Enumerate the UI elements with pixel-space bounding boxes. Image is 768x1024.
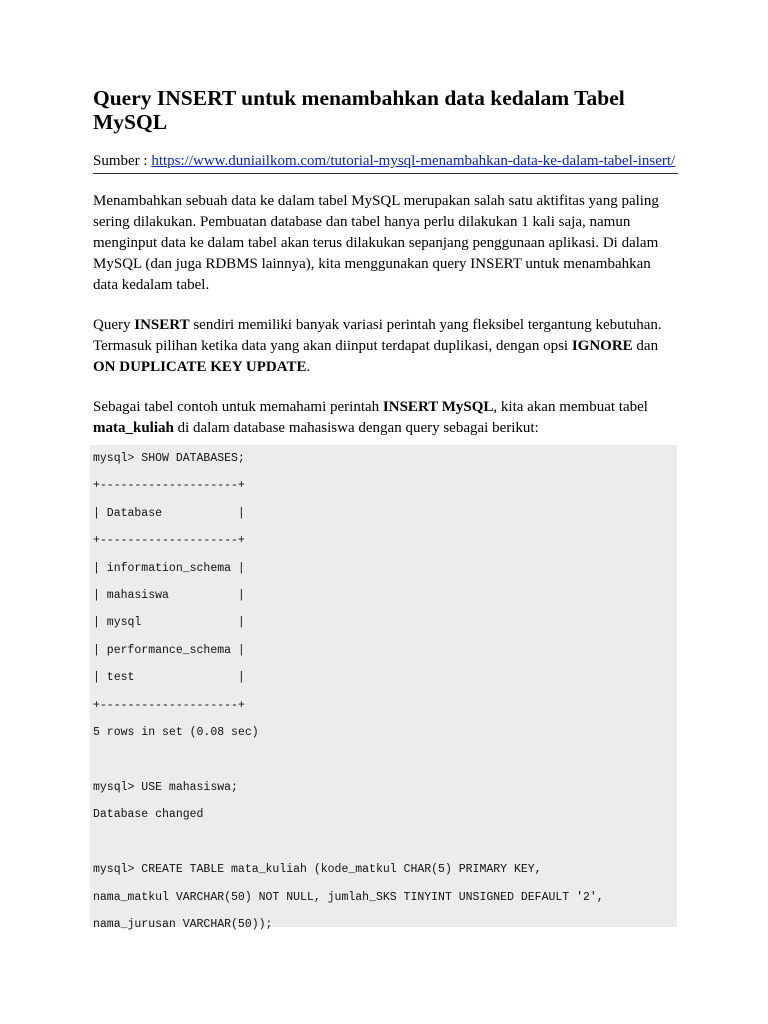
code-line: | mahasiswa | <box>93 589 245 603</box>
p3-text-3: di dalam database mahasiswa dengan query sebagai berikut: <box>173 420 539 436</box>
example-table-paragraph <box>93 397 678 439</box>
p2-text-1: Query <box>93 317 135 333</box>
insert-variants-paragraph <box>93 315 678 378</box>
code-line: +--------------------+ <box>93 534 245 548</box>
p2-bold-insert: INSERT <box>134 317 190 333</box>
code-line: | performance_schema | <box>93 643 245 657</box>
code-line: | Database | <box>93 506 245 520</box>
p3-text-2: , kita akan membuat tabel <box>493 399 648 415</box>
code-line: | mysql | <box>93 616 245 630</box>
page-title: Query INSERT untuk menambahkan data kedalam Tabel MySQL <box>93 86 625 134</box>
source-label: Sumber : <box>93 153 152 169</box>
code-line: Database changed <box>93 808 204 822</box>
code-content <box>90 445 677 938</box>
p2-bold-ignore: IGNORE <box>571 338 633 354</box>
p2-text-4: . <box>306 359 311 375</box>
code-line: mysql> SHOW DATABASES; <box>93 452 245 465</box>
p2-bold-on-duplicate: ON DUPLICATE KEY UPDATE <box>93 359 307 375</box>
code-line: nama_jurusan VARCHAR(50)); <box>93 917 273 931</box>
code-line: mysql> CREATE TABLE mata_kuliah (kode_matkul CHAR(5) PRIMARY KEY, <box>93 863 542 877</box>
p2-text-3: dan <box>632 338 659 354</box>
document-page <box>93 86 678 439</box>
source-line <box>93 152 678 174</box>
code-line: +--------------------+ <box>93 479 245 493</box>
p3-bold-mata-kuliah: mata_kuliah <box>93 420 174 436</box>
p2-text-2: sendiri memiliki banyak variasi perintah yang fleksibel tergantung kebutuhan. Termasuk pilihan ketika data yang akan diinput terdapat duplikasi, dengan opsi <box>93 317 662 354</box>
code-line: | information_schema | <box>93 561 245 575</box>
intro-paragraph: Menambahkan sebuah data ke dalam tabel MySQL merupakan salah satu aktifitas yang paling sering dilakukan. Pembuatan database dan tabel hanya perlu dilakukan 1 kali saja, namun menginput data ke dalam tabel akan terus dilakukan sepanjang penggunaan aplikasi. Di dalam MySQL (dan juga RDBMS lainnya), kita menggunakan query INSERT untuk menambahkan data kedalam tabel. <box>93 193 659 293</box>
code-block <box>90 445 677 931</box>
source-link[interactable]: https://www.duniailkom.com/tutorial-mysql-menambahkan-data-ke-dalam-tabel-insert/ <box>151 153 676 169</box>
code-line: nama_matkul VARCHAR(50) NOT NULL, jumlah_SKS TINYINT UNSIGNED DEFAULT '2', <box>93 890 604 904</box>
code-line: 5 rows in set (0.08 sec) <box>93 726 259 740</box>
p3-bold-insert-mysql: INSERT MySQL <box>382 399 494 415</box>
code-line: | test | <box>93 671 245 685</box>
p3-text-1: Sebagai tabel contoh untuk memahami perintah <box>93 399 383 415</box>
code-line: +--------------------+ <box>93 698 245 712</box>
code-line: mysql> USE mahasiswa; <box>93 780 238 794</box>
